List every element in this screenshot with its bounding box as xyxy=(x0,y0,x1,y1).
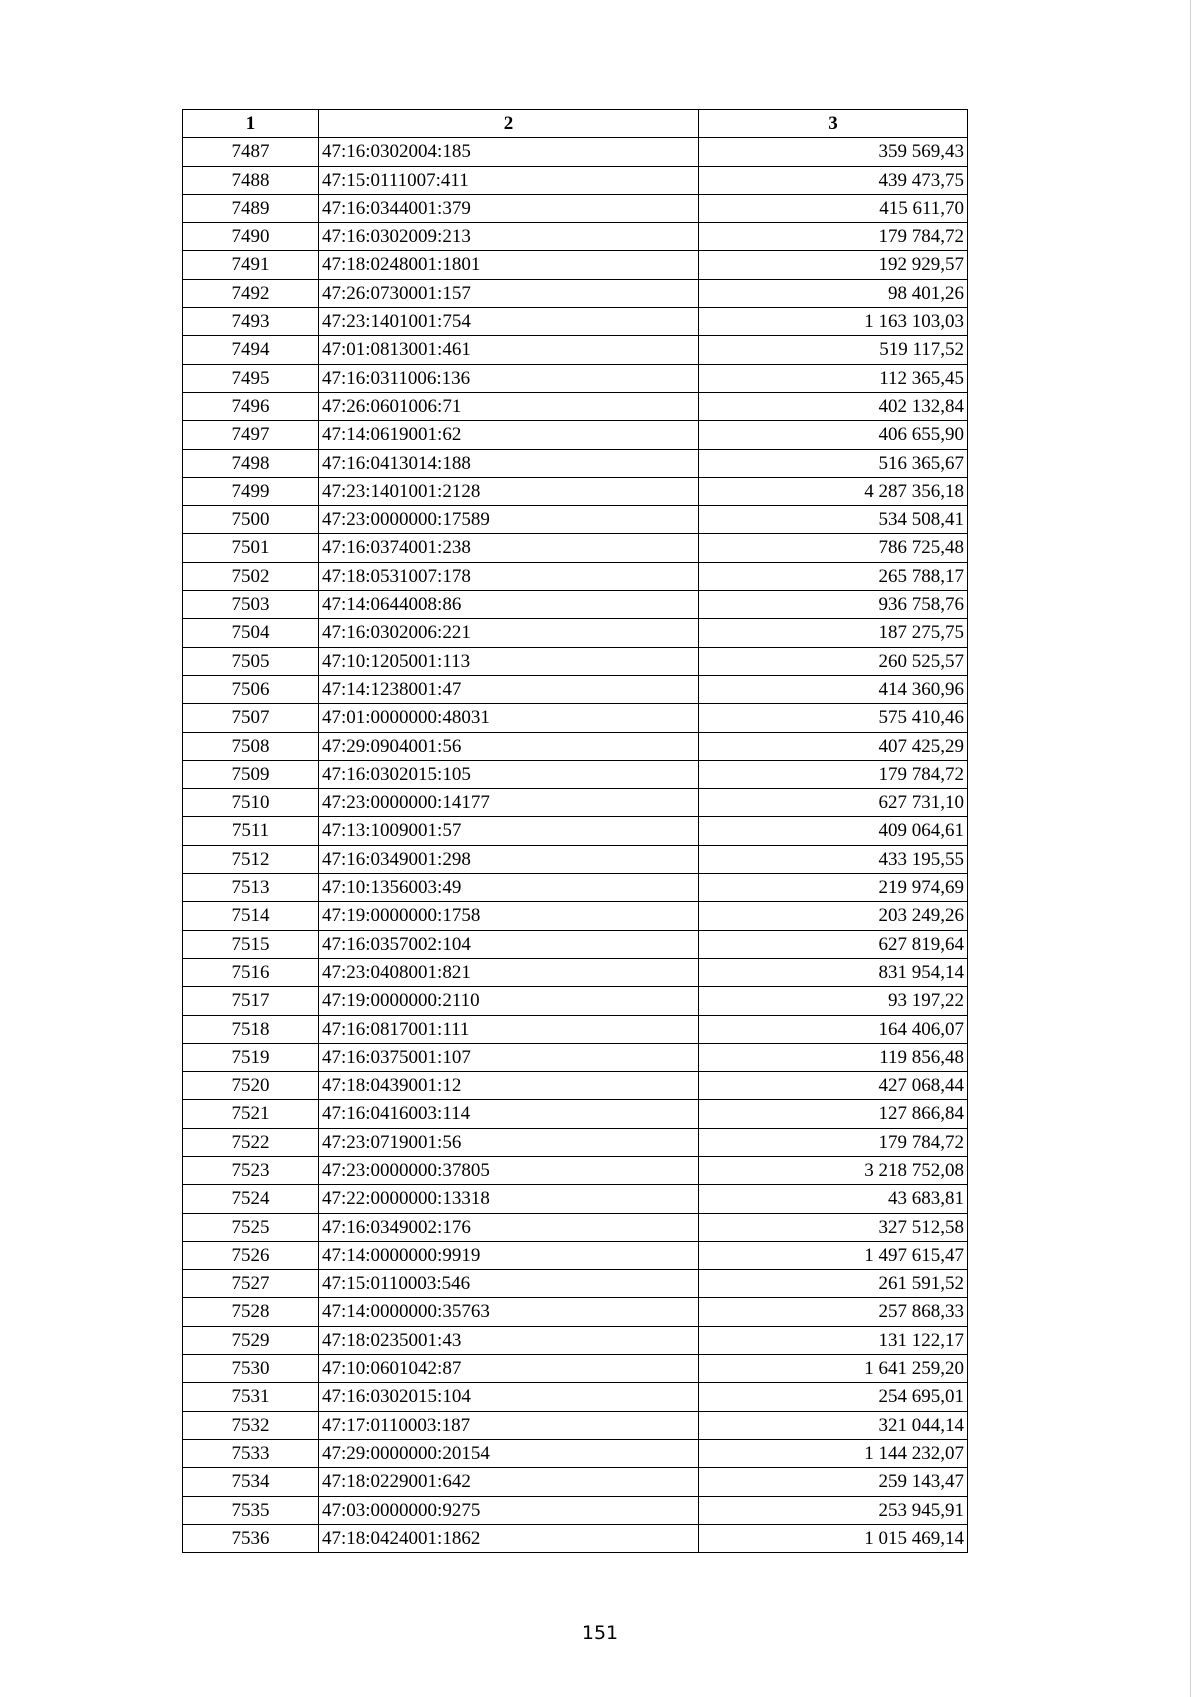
value-cell: 261 591,52 xyxy=(699,1270,968,1298)
cadastral-number-cell: 47:23:1401001:2128 xyxy=(319,477,699,505)
value-cell: 1 015 469,14 xyxy=(699,1524,968,1552)
value-cell: 219 974,69 xyxy=(699,874,968,902)
cadastral-number-cell: 47:16:0416003:114 xyxy=(319,1100,699,1128)
row-index-cell: 7496 xyxy=(183,392,319,420)
page-number: 151 xyxy=(581,1622,619,1644)
cadastral-number-cell: 47:26:0601006:71 xyxy=(319,392,699,420)
value-cell: 409 064,61 xyxy=(699,817,968,845)
cadastral-number-cell: 47:16:0302004:185 xyxy=(319,138,699,166)
cadastral-number-cell: 47:16:0302015:104 xyxy=(319,1383,699,1411)
row-index-cell: 7501 xyxy=(183,534,319,562)
table-row xyxy=(183,704,968,732)
row-index-cell: 7507 xyxy=(183,704,319,732)
value-cell: 127 866,84 xyxy=(699,1100,968,1128)
value-cell: 179 784,72 xyxy=(699,223,968,251)
cadastral-number-cell: 47:16:0349002:176 xyxy=(319,1213,699,1241)
row-index-cell: 7528 xyxy=(183,1298,319,1326)
table-row xyxy=(183,534,968,562)
value-cell: 259 143,47 xyxy=(699,1468,968,1496)
row-index-cell: 7512 xyxy=(183,845,319,873)
table-row xyxy=(183,1100,968,1128)
row-index-cell: 7531 xyxy=(183,1383,319,1411)
table-row xyxy=(183,1156,968,1184)
value-cell: 4 287 356,18 xyxy=(699,477,968,505)
table-row xyxy=(183,166,968,194)
table-row xyxy=(183,619,968,647)
row-index-cell: 7526 xyxy=(183,1241,319,1269)
value-cell: 1 497 615,47 xyxy=(699,1241,968,1269)
row-index-cell: 7522 xyxy=(183,1128,319,1156)
value-cell: 43 683,81 xyxy=(699,1185,968,1213)
row-index-cell: 7517 xyxy=(183,987,319,1015)
row-index-cell: 7492 xyxy=(183,279,319,307)
value-cell: 402 132,84 xyxy=(699,392,968,420)
row-index-cell: 7499 xyxy=(183,477,319,505)
cadastral-number-cell: 47:10:0601042:87 xyxy=(319,1355,699,1383)
table-row xyxy=(183,1383,968,1411)
value-cell: 3 218 752,08 xyxy=(699,1156,968,1184)
value-cell: 575 410,46 xyxy=(699,704,968,732)
row-index-cell: 7509 xyxy=(183,760,319,788)
table-row xyxy=(183,1072,968,1100)
table-row xyxy=(183,279,968,307)
row-index-cell: 7494 xyxy=(183,336,319,364)
table-row xyxy=(183,591,968,619)
value-cell: 414 360,96 xyxy=(699,675,968,703)
table-row xyxy=(183,1185,968,1213)
row-index-cell: 7502 xyxy=(183,562,319,590)
cadastral-number-cell: 47:14:0000000:35763 xyxy=(319,1298,699,1326)
table-row xyxy=(183,138,968,166)
row-index-cell: 7490 xyxy=(183,223,319,251)
value-cell: 321 044,14 xyxy=(699,1411,968,1439)
row-index-cell: 7523 xyxy=(183,1156,319,1184)
table-row xyxy=(183,562,968,590)
row-index-cell: 7530 xyxy=(183,1355,319,1383)
table-row xyxy=(183,958,968,986)
table-row xyxy=(183,364,968,392)
value-cell: 327 512,58 xyxy=(699,1213,968,1241)
row-index-cell: 7524 xyxy=(183,1185,319,1213)
row-index-cell: 7513 xyxy=(183,874,319,902)
table-row xyxy=(183,930,968,958)
table-row xyxy=(183,1468,968,1496)
table-row xyxy=(183,392,968,420)
row-index-cell: 7533 xyxy=(183,1439,319,1467)
registry-table xyxy=(182,109,968,1553)
row-index-cell: 7488 xyxy=(183,166,319,194)
cadastral-number-cell: 47:18:0439001:12 xyxy=(319,1072,699,1100)
row-index-cell: 7495 xyxy=(183,364,319,392)
value-cell: 253 945,91 xyxy=(699,1496,968,1524)
table-row xyxy=(183,1043,968,1071)
row-index-cell: 7500 xyxy=(183,506,319,534)
row-index-cell: 7491 xyxy=(183,251,319,279)
cadastral-number-cell: 47:23:0000000:17589 xyxy=(319,506,699,534)
cadastral-number-cell: 47:22:0000000:13318 xyxy=(319,1185,699,1213)
table-row xyxy=(183,1355,968,1383)
table-row xyxy=(183,449,968,477)
cadastral-number-cell: 47:16:0349001:298 xyxy=(319,845,699,873)
row-index-cell: 7515 xyxy=(183,930,319,958)
value-cell: 131 122,17 xyxy=(699,1326,968,1354)
table-row xyxy=(183,789,968,817)
value-cell: 254 695,01 xyxy=(699,1383,968,1411)
cadastral-number-cell: 47:23:0719001:56 xyxy=(319,1128,699,1156)
table-row xyxy=(183,675,968,703)
table-row xyxy=(183,1015,968,1043)
table-row xyxy=(183,845,968,873)
cadastral-number-cell: 47:13:1009001:57 xyxy=(319,817,699,845)
value-cell: 192 929,57 xyxy=(699,251,968,279)
row-index-cell: 7521 xyxy=(183,1100,319,1128)
cadastral-number-cell: 47:16:0302006:221 xyxy=(319,619,699,647)
table-row xyxy=(183,506,968,534)
row-index-cell: 7506 xyxy=(183,675,319,703)
table-row xyxy=(183,1411,968,1439)
cadastral-number-cell: 47:17:0110003:187 xyxy=(319,1411,699,1439)
row-index-cell: 7516 xyxy=(183,958,319,986)
cadastral-number-cell: 47:26:0730001:157 xyxy=(319,279,699,307)
cadastral-number-cell: 47:18:0531007:178 xyxy=(319,562,699,590)
value-cell: 627 819,64 xyxy=(699,930,968,958)
value-cell: 187 275,75 xyxy=(699,619,968,647)
table-row xyxy=(183,336,968,364)
row-index-cell: 7498 xyxy=(183,449,319,477)
table-row xyxy=(183,1213,968,1241)
value-cell: 179 784,72 xyxy=(699,1128,968,1156)
value-cell: 433 195,55 xyxy=(699,845,968,873)
cadastral-number-cell: 47:16:0374001:238 xyxy=(319,534,699,562)
value-cell: 265 788,17 xyxy=(699,562,968,590)
cadastral-number-cell: 47:14:0000000:9919 xyxy=(319,1241,699,1269)
value-cell: 1 641 259,20 xyxy=(699,1355,968,1383)
table-row xyxy=(183,732,968,760)
table-row xyxy=(183,308,968,336)
value-cell: 93 197,22 xyxy=(699,987,968,1015)
cadastral-number-cell: 47:16:0357002:104 xyxy=(319,930,699,958)
cadastral-number-cell: 47:18:0235001:43 xyxy=(319,1326,699,1354)
cadastral-number-cell: 47:10:1356003:49 xyxy=(319,874,699,902)
value-cell: 407 425,29 xyxy=(699,732,968,760)
table-row xyxy=(183,1524,968,1552)
value-cell: 936 758,76 xyxy=(699,591,968,619)
cadastral-number-cell: 47:14:1238001:47 xyxy=(319,675,699,703)
cadastral-number-cell: 47:16:0375001:107 xyxy=(319,1043,699,1071)
cadastral-number-cell: 47:15:0111007:411 xyxy=(319,166,699,194)
table-row xyxy=(183,477,968,505)
column-header-cadastral-number: 2 xyxy=(319,110,699,138)
column-header-value: 3 xyxy=(699,110,968,138)
table-row xyxy=(183,1496,968,1524)
value-cell: 427 068,44 xyxy=(699,1072,968,1100)
table-row xyxy=(183,1241,968,1269)
cadastral-number-cell: 47:19:0000000:2110 xyxy=(319,987,699,1015)
table-row xyxy=(183,251,968,279)
column-header-index: 1 xyxy=(183,110,319,138)
value-cell: 415 611,70 xyxy=(699,194,968,222)
row-index-cell: 7535 xyxy=(183,1496,319,1524)
row-index-cell: 7519 xyxy=(183,1043,319,1071)
cadastral-number-cell: 47:16:0817001:111 xyxy=(319,1015,699,1043)
row-index-cell: 7511 xyxy=(183,817,319,845)
cadastral-number-cell: 47:16:0302015:105 xyxy=(319,760,699,788)
row-index-cell: 7536 xyxy=(183,1524,319,1552)
value-cell: 260 525,57 xyxy=(699,647,968,675)
row-index-cell: 7487 xyxy=(183,138,319,166)
cadastral-number-cell: 47:01:0813001:461 xyxy=(319,336,699,364)
row-index-cell: 7518 xyxy=(183,1015,319,1043)
table-row xyxy=(183,874,968,902)
value-cell: 179 784,72 xyxy=(699,760,968,788)
value-cell: 1 163 103,03 xyxy=(699,308,968,336)
cadastral-number-cell: 47:15:0110003:546 xyxy=(319,1270,699,1298)
cadastral-number-cell: 47:16:0311006:136 xyxy=(319,364,699,392)
table-row xyxy=(183,1298,968,1326)
value-cell: 516 365,67 xyxy=(699,449,968,477)
table-row xyxy=(183,760,968,788)
value-cell: 831 954,14 xyxy=(699,958,968,986)
table-row xyxy=(183,817,968,845)
cadastral-number-cell: 47:14:0644008:86 xyxy=(319,591,699,619)
value-cell: 534 508,41 xyxy=(699,506,968,534)
row-index-cell: 7493 xyxy=(183,308,319,336)
row-index-cell: 7532 xyxy=(183,1411,319,1439)
row-index-cell: 7514 xyxy=(183,902,319,930)
value-cell: 786 725,48 xyxy=(699,534,968,562)
cadastral-number-cell: 47:10:1205001:113 xyxy=(319,647,699,675)
cadastral-number-cell: 47:01:0000000:48031 xyxy=(319,704,699,732)
row-index-cell: 7525 xyxy=(183,1213,319,1241)
row-index-cell: 7527 xyxy=(183,1270,319,1298)
cadastral-number-cell: 47:16:0302009:213 xyxy=(319,223,699,251)
table-row xyxy=(183,1270,968,1298)
header-row xyxy=(183,110,968,138)
table-body xyxy=(183,138,968,1553)
cadastral-number-cell: 47:16:0344001:379 xyxy=(319,194,699,222)
row-index-cell: 7505 xyxy=(183,647,319,675)
cadastral-number-cell: 47:23:0408001:821 xyxy=(319,958,699,986)
value-cell: 627 731,10 xyxy=(699,789,968,817)
page-edge xyxy=(1190,0,1200,1697)
value-cell: 112 365,45 xyxy=(699,364,968,392)
cadastral-number-cell: 47:18:0248001:1801 xyxy=(319,251,699,279)
value-cell: 406 655,90 xyxy=(699,421,968,449)
value-cell: 519 117,52 xyxy=(699,336,968,364)
table-row xyxy=(183,1326,968,1354)
table-row xyxy=(183,1439,968,1467)
value-cell: 98 401,26 xyxy=(699,279,968,307)
value-cell: 203 249,26 xyxy=(699,902,968,930)
row-index-cell: 7529 xyxy=(183,1326,319,1354)
row-index-cell: 7489 xyxy=(183,194,319,222)
cadastral-number-cell: 47:18:0424001:1862 xyxy=(319,1524,699,1552)
cadastral-number-cell: 47:18:0229001:642 xyxy=(319,1468,699,1496)
value-cell: 257 868,33 xyxy=(699,1298,968,1326)
cadastral-number-cell: 47:19:0000000:1758 xyxy=(319,902,699,930)
value-cell: 164 406,07 xyxy=(699,1015,968,1043)
value-cell: 1 144 232,07 xyxy=(699,1439,968,1467)
cadastral-number-cell: 47:23:1401001:754 xyxy=(319,308,699,336)
value-cell: 359 569,43 xyxy=(699,138,968,166)
table-row xyxy=(183,194,968,222)
cadastral-number-cell: 47:29:0904001:56 xyxy=(319,732,699,760)
table-header xyxy=(183,110,968,138)
table-row xyxy=(183,1128,968,1156)
table-row xyxy=(183,421,968,449)
cadastral-number-cell: 47:16:0413014:188 xyxy=(319,449,699,477)
table-row xyxy=(183,223,968,251)
value-cell: 439 473,75 xyxy=(699,166,968,194)
row-index-cell: 7503 xyxy=(183,591,319,619)
row-index-cell: 7508 xyxy=(183,732,319,760)
row-index-cell: 7510 xyxy=(183,789,319,817)
table-row xyxy=(183,987,968,1015)
cadastral-number-cell: 47:23:0000000:37805 xyxy=(319,1156,699,1184)
cadastral-number-cell: 47:03:0000000:9275 xyxy=(319,1496,699,1524)
cadastral-number-cell: 47:29:0000000:20154 xyxy=(319,1439,699,1467)
row-index-cell: 7497 xyxy=(183,421,319,449)
value-cell: 119 856,48 xyxy=(699,1043,968,1071)
cadastral-number-cell: 47:14:0619001:62 xyxy=(319,421,699,449)
table-row xyxy=(183,902,968,930)
row-index-cell: 7534 xyxy=(183,1468,319,1496)
row-index-cell: 7520 xyxy=(183,1072,319,1100)
table-row xyxy=(183,647,968,675)
row-index-cell: 7504 xyxy=(183,619,319,647)
cadastral-number-cell: 47:23:0000000:14177 xyxy=(319,789,699,817)
